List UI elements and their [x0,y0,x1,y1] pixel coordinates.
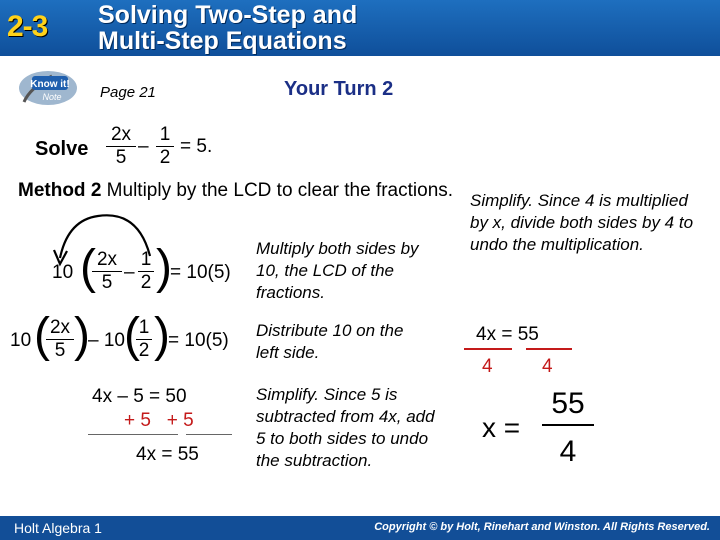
step2-fraction-2 [136,318,152,361]
step1-left-paren: ( [80,241,96,294]
step2-coefficient: 10 [10,330,32,351]
step3-underline-right [186,434,232,435]
method-line [18,180,453,202]
lesson-title-line1: Solving Two-Step and [98,1,358,29]
step1-fraction-1 [92,250,122,293]
your-turn-title: Your Turn 2 [284,78,394,100]
note-multiply-lcd: Multiply both sides by 10, the LCD of the fractions. [256,239,419,302]
step1-coefficient: 10 [52,262,74,283]
step2-mid-right-paren: ) [74,309,90,362]
step1-minus: – [124,262,135,283]
step2-fraction-1 [46,318,74,361]
logo-text-line1: Know it! [30,79,70,90]
step2-right-paren: ) [154,309,170,362]
final-numerator: 55 [551,387,585,420]
step2-denominator-1: 5 [54,340,66,361]
step1-denominator-1: 5 [101,272,113,293]
header-banner [0,0,720,56]
page-reference: Page 21 [100,84,156,101]
problem-numerator-1: 2x [110,124,132,145]
final-denominator: 4 [559,435,577,468]
problem-denominator-1: 5 [115,147,127,168]
method-text: Multiply by the LCD to clear the fractions. [101,180,454,201]
note-add-five: Simplify. Since 5 is subtracted from 4x, add 5 to both sides to undo the subtraction. [256,385,435,470]
method-label: Method 2 [18,180,102,201]
step3-result: 4x = 55 [136,444,199,465]
problem-minus: – [138,136,149,157]
step3-underline-left [88,434,178,435]
problem-denominator-2: 2 [159,147,171,168]
step2-mid-left-paren: ( [124,309,140,362]
step4-denominator-right: 4 [542,356,553,377]
lesson-title-line2: Multi-Step Equations [98,27,347,55]
step3-add-five: + 5 + 5 [124,410,194,431]
step1-rhs: = 10(5) [170,262,231,283]
solve-label: Solve [35,138,89,160]
footer-book-title: Holt Algebra 1 [14,520,102,536]
problem-fraction-1 [106,125,136,168]
step1-numerator-2: 1 [140,249,152,270]
step2-minus-10: – 10 [88,330,125,351]
step1-numerator-1: 2x [96,249,118,270]
step4-bar-right [526,348,572,350]
know-it-note-logo [18,68,88,108]
step2-numerator-1: 2x [49,317,71,338]
step4-equation: 4x = 55 [476,324,539,345]
footer-copyright: Copyright © by Holt, Rinehart and Winston. All Rights Reserved. [374,521,710,533]
step2-denominator-2: 2 [138,340,150,361]
note-distribute: Distribute 10 on the left side. [256,321,404,362]
step1-denominator-2: 2 [140,272,152,293]
step2-numerator-2: 1 [138,317,150,338]
footer-bar [0,516,720,540]
problem-fraction-2 [156,125,174,168]
final-fraction-bar [542,424,594,426]
step4-denominator-left: 4 [482,356,493,377]
step1-fraction-2 [138,250,154,293]
step1-right-paren: ) [156,241,172,294]
problem-rhs: = 5. [180,136,213,157]
step3-equation: 4x – 5 = 50 [92,386,187,407]
problem-numerator-2: 1 [159,124,171,145]
step4-bar-left [464,348,512,350]
lesson-number: 2-3 [7,10,48,43]
final-lhs: x = [482,412,521,443]
step2-rhs: = 10(5) [168,330,229,351]
logo-text-line2: Note [42,92,62,102]
step2-left-paren: ( [34,309,50,362]
note-divide-by-four: Simplify. Since 4 is multiplied by x, divide both sides by 4 to undo the multiplication. [470,191,694,254]
